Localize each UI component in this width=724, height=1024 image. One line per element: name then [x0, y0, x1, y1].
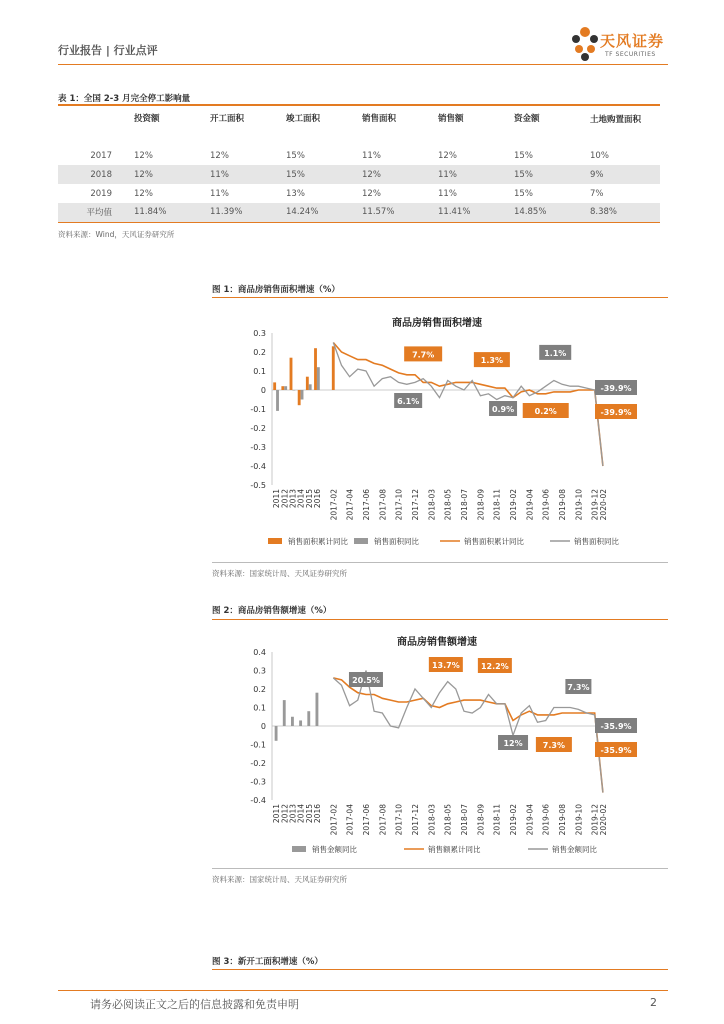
bar [317, 367, 320, 390]
annotation-label: 12.2% [480, 662, 509, 671]
x-tick-label: 2019-08 [558, 489, 568, 521]
table-header-cell: 销售面积 [362, 114, 397, 124]
x-tick-label: 2017-10 [394, 804, 404, 836]
x-tick-label: 2018-09 [476, 489, 486, 521]
bar [314, 348, 317, 390]
bar [290, 358, 293, 390]
bar [284, 386, 287, 390]
chart-title: 商品房销售额增速 [397, 637, 477, 648]
x-tick-label: 2011 [272, 804, 282, 824]
table-cell: 11% [210, 188, 229, 199]
table-cell: 15% [514, 188, 533, 199]
page-number: 2 [650, 996, 657, 1009]
series-line [333, 678, 603, 793]
table-cell: 7% [590, 188, 604, 199]
sales-value-chart [212, 622, 668, 864]
table-cell: 平均值 [58, 203, 134, 222]
figure-2-caption: 图 2：商品房销售额增速（%） [212, 606, 332, 616]
annotation-label: 0.9% [491, 405, 515, 414]
x-tick-label: 2018-09 [476, 804, 486, 836]
table-header-cell: 销售额 [438, 114, 464, 124]
x-tick-label: 2019-04 [525, 804, 535, 836]
table-row [58, 165, 660, 184]
x-tick-label: 2018-07 [460, 804, 470, 836]
table-header-cell: 投资额 [134, 114, 160, 124]
annotation-label: 20.5% [352, 676, 380, 685]
bar [273, 382, 276, 390]
logo-subtext: TF SECURITIES [605, 51, 656, 58]
annotation-label: 12% [503, 739, 523, 748]
x-tick-label: 2019-06 [541, 489, 551, 521]
table-cell: 12% [362, 165, 438, 184]
table-cell: 14.24% [286, 203, 362, 222]
x-tick-label: 2018-05 [443, 489, 453, 521]
bar [298, 390, 301, 405]
table-source: 资料来源：Wind，天风证券研究所 [58, 230, 175, 239]
figure-1-bottom-rule [212, 562, 668, 563]
annotation-label: 6.1% [397, 397, 420, 406]
x-tick-label: 2018-03 [427, 804, 437, 836]
x-tick-label: 2019-06 [541, 804, 551, 836]
x-tick-label: 2019-12 [590, 489, 600, 521]
bar [307, 711, 310, 726]
bar [291, 717, 294, 726]
bar [276, 390, 279, 411]
table-cell: 12% [134, 165, 210, 184]
x-tick-label: 2015 [304, 489, 314, 509]
x-tick-label: 2017-08 [378, 489, 388, 521]
table-header-row [58, 106, 660, 146]
y-tick-label: -0.2 [250, 759, 266, 768]
x-tick-label: 2017-02 [329, 804, 339, 836]
table-cell: 15% [286, 165, 362, 184]
annotation-label: 1.3% [480, 356, 503, 366]
table-cell: 11.39% [210, 203, 286, 222]
sales-area-chart [212, 300, 668, 558]
bar [309, 384, 312, 390]
annotation-label: 0.2% [534, 407, 557, 416]
figure-2-source: 资料来源：国家统计局、天风证券研究所 [212, 875, 347, 884]
annotation-label: 7.7% [412, 350, 435, 360]
table-cell: 12% [134, 188, 153, 199]
y-tick-label: -0.1 [250, 405, 266, 414]
y-tick-label: 0 [260, 386, 266, 395]
y-tick-label: 0.4 [253, 648, 266, 657]
table-cell: 11% [438, 165, 514, 184]
table-row [58, 146, 660, 165]
x-tick-label: 2019-02 [509, 804, 519, 836]
bar [275, 726, 278, 741]
annotation-label: 7.3% [567, 683, 590, 692]
table-cell: 15% [514, 165, 590, 184]
figure-1-caption: 图 1：商品房销售面积增速（%） [212, 285, 340, 295]
x-tick-label: 2017-06 [361, 804, 371, 836]
legend-swatch [268, 538, 282, 544]
table-cell: 12% [134, 150, 153, 161]
x-tick-label: 2017-04 [345, 489, 355, 521]
x-tick-label: 2017-12 [410, 804, 420, 836]
legend-label: 销售面积累计同比 [288, 537, 348, 546]
bar [281, 386, 284, 390]
legend-label: 销售金额同比 [312, 845, 357, 854]
x-tick-label: 2018-07 [460, 489, 470, 521]
y-tick-label: -0.4 [250, 796, 266, 805]
x-tick-label: 2017-12 [410, 489, 420, 521]
table-row [58, 203, 660, 222]
y-tick-label: -0.4 [250, 462, 266, 471]
x-tick-label: 2016 [312, 804, 322, 824]
y-tick-label: 0.1 [253, 367, 266, 376]
logo-text: 天风证券 [600, 32, 665, 50]
annotation-label: 13.7% [431, 661, 460, 670]
table-cell: 15% [514, 150, 533, 161]
legend-label: 销售面积同比 [574, 537, 619, 546]
x-tick-label: 2020-02 [598, 489, 608, 521]
table-cell: 12% [362, 188, 381, 199]
y-tick-label: 0 [260, 722, 266, 731]
y-tick-label: -0.3 [250, 443, 266, 452]
table-cell: 13% [286, 188, 305, 199]
x-tick-label: 2017-08 [378, 804, 388, 836]
figure-3-caption: 图 3：新开工面积增速（%） [212, 957, 323, 967]
table-row [58, 184, 660, 203]
footer-divider [58, 990, 668, 991]
table-header-cell: 资金额 [514, 114, 540, 124]
bar [306, 377, 309, 390]
bar [332, 346, 335, 390]
table-cell: 8.38% [590, 203, 660, 222]
table-cell: 11.41% [438, 203, 514, 222]
legend-label: 销售面积同比 [374, 537, 419, 546]
legend-swatch [292, 846, 306, 852]
annotation-label: -35.9% [600, 746, 632, 755]
report-header: 行业报告 | 行业点评 [58, 44, 158, 57]
table-cell: 2018 [58, 165, 134, 184]
bar [283, 700, 286, 726]
x-tick-label: 2017-02 [329, 489, 339, 521]
legend-swatch [354, 538, 368, 544]
table-header-cell [58, 106, 134, 146]
table-cell: 11% [438, 188, 457, 199]
table-header-cell: 竣工面积 [286, 114, 321, 124]
table-cell: 2019 [90, 188, 112, 199]
x-tick-label: 2017-04 [345, 804, 355, 836]
chart-title: 商品房销售面积增速 [392, 318, 482, 329]
x-tick-label: 2013 [288, 489, 298, 509]
x-tick-label: 2018-11 [492, 804, 502, 836]
table-title: 表 1：全国 2-3 月完全停工影响量 [58, 94, 191, 104]
y-tick-label: 0.3 [253, 666, 266, 676]
x-tick-label: 2018-03 [427, 489, 437, 521]
x-tick-label: 2019-10 [574, 489, 584, 521]
table-cell: 9% [590, 165, 660, 184]
figure-2-rule [212, 619, 668, 620]
table-cell: 2017 [90, 150, 112, 161]
table-header-cell: 土地购置面积 [590, 115, 642, 125]
x-tick-label: 2017-10 [394, 489, 404, 521]
figure-2-bottom-rule [212, 868, 668, 869]
y-tick-label: -0.2 [250, 424, 266, 433]
legend-label: 销售面积累计同比 [464, 537, 524, 546]
legend-label: 销售额累计同比 [428, 845, 481, 854]
x-tick-label: 2012 [280, 489, 290, 509]
x-tick-label: 2014 [296, 489, 306, 509]
figure-1-source: 资料来源：国家统计局、天风证券研究所 [212, 569, 347, 578]
table-cell: 11.57% [362, 203, 438, 222]
impact-table [58, 106, 660, 223]
x-tick-label: 2011 [272, 489, 282, 509]
annotation-label: 7.3% [542, 741, 565, 750]
table-cell: 11.84% [134, 203, 210, 222]
x-tick-label: 2017-06 [361, 489, 371, 521]
annotation-label: -35.9% [600, 722, 632, 731]
x-tick-label: 2019-02 [509, 489, 519, 521]
table-cell: 15% [286, 150, 305, 161]
x-tick-label: 2014 [296, 804, 306, 824]
bar [292, 390, 295, 391]
bar [316, 693, 319, 726]
annotation-label: -39.9% [600, 384, 632, 393]
y-tick-label: 0.2 [253, 348, 266, 357]
legend-label: 销售金额同比 [552, 845, 597, 854]
x-tick-label: 2019-10 [574, 804, 584, 836]
x-tick-label: 2020-02 [598, 804, 608, 836]
x-tick-label: 2019-04 [525, 489, 535, 521]
x-tick-label: 2018-05 [443, 804, 453, 836]
x-tick-label: 2016 [312, 489, 322, 509]
y-tick-label: -0.1 [250, 740, 266, 750]
table-cell: 14.85% [514, 203, 590, 222]
y-tick-label: -0.3 [250, 777, 266, 787]
x-tick-label: 2013 [288, 804, 298, 824]
header-divider [58, 64, 668, 65]
series-line [333, 671, 603, 793]
y-tick-label: 0.1 [253, 703, 266, 713]
table-header-cell: 开工面积 [210, 114, 245, 124]
table-cell: 11% [210, 165, 286, 184]
table-cell: 11% [362, 150, 381, 161]
y-tick-label: -0.5 [250, 481, 266, 490]
x-tick-label: 2012 [280, 804, 290, 824]
x-tick-label: 2019-08 [558, 804, 568, 836]
x-tick-label: 2019-12 [590, 804, 600, 836]
bar [301, 390, 304, 400]
x-tick-label: 2015 [304, 804, 314, 824]
figure-1-rule [212, 297, 668, 298]
bar [299, 720, 302, 726]
x-tick-label: 2018-11 [492, 489, 502, 521]
annotation-label: -39.9% [600, 408, 632, 417]
table-cell: 12% [438, 150, 457, 161]
table-cell: 12% [210, 150, 229, 161]
y-tick-label: 0.3 [253, 329, 266, 338]
figure-3-rule [212, 969, 668, 970]
y-tick-label: 0.2 [253, 685, 266, 694]
table-cell: 10% [590, 150, 609, 161]
annotation-label: 1.1% [544, 348, 567, 358]
footer-disclaimer: 请务必阅读正文之后的信息披露和免责申明 [90, 998, 299, 1011]
tf-logo-icon [570, 24, 600, 62]
